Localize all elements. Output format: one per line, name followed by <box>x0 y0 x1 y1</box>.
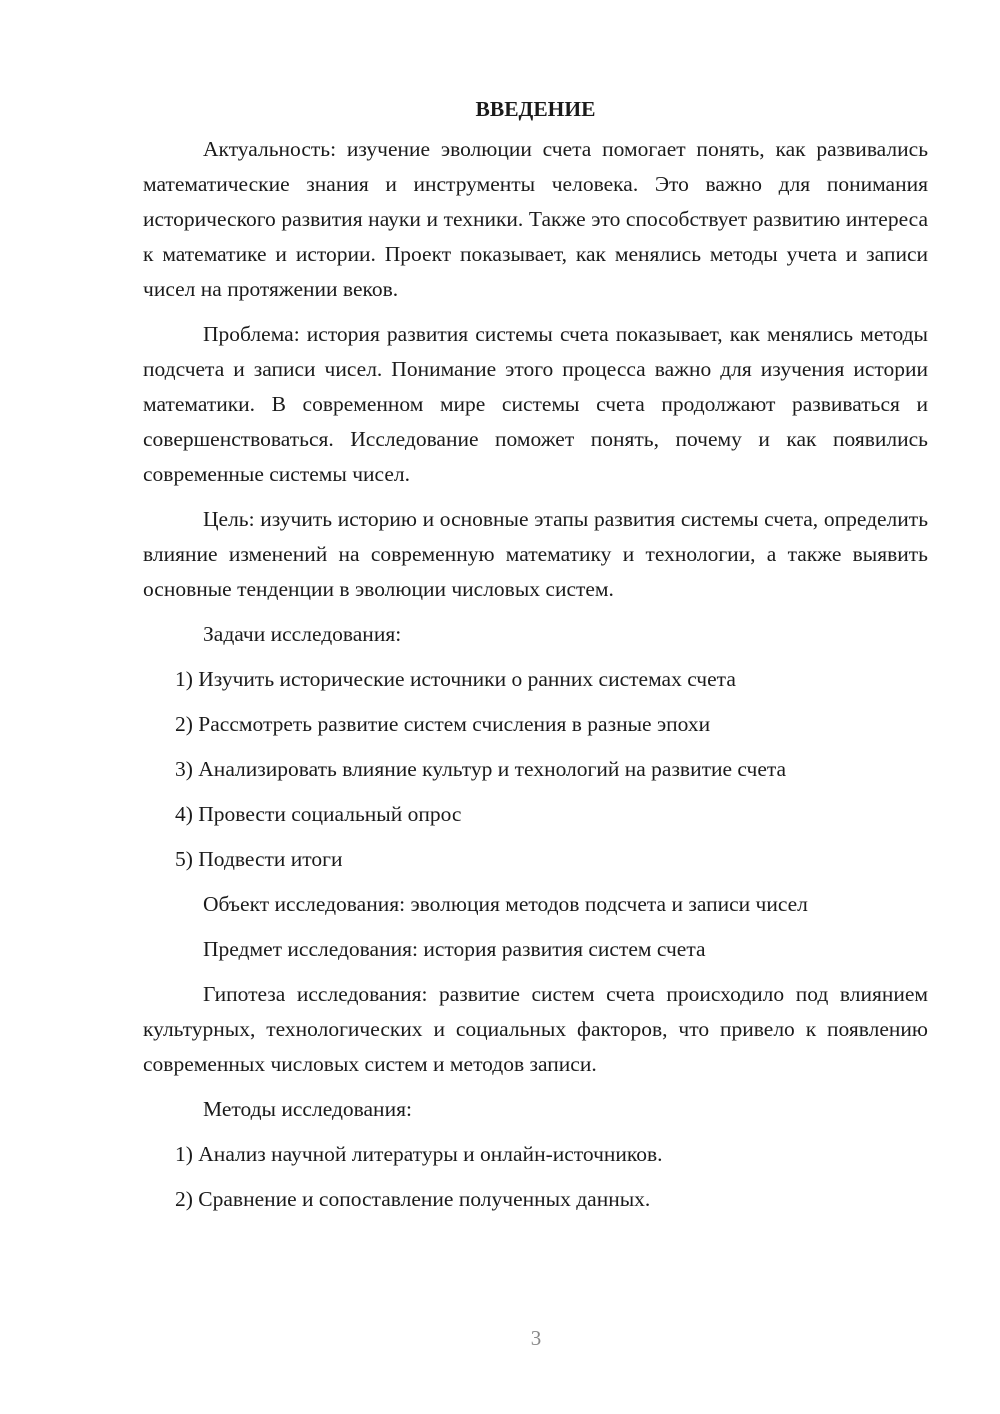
task-item-1: 1) Изучить исторические источники о ранних системах счета <box>175 667 736 691</box>
method-item-2: 2) Сравнение и сопоставление полученных данных. <box>175 1187 651 1211</box>
object-line: Объект исследования: эволюция методов подсчета и записи чисел <box>203 892 808 916</box>
task-item-4: 4) Провести социальный опрос <box>175 802 462 826</box>
section-heading: ВВЕДЕНИЕ <box>475 97 596 121</box>
task-item-3: 3) Анализировать влияние культур и технологий на развитие счета <box>175 757 787 781</box>
methods-label: Методы исследования: <box>203 1097 412 1121</box>
relevance-paragraph: Актуальность: изучение эволюции счета помогает понять, как развивались математические знания и инструменты человека. Это важно для понимания исторического развития науки и техники. Также это способствует развитию интереса к математике и истории. Проект показывает, как менялись методы учета и записи чисел на протяжении веков. <box>143 137 928 301</box>
task-item-5: 5) Подвести итоги <box>175 847 343 871</box>
subject-line: Предмет исследования: история развития систем счета <box>203 937 706 961</box>
task-item-2: 2) Рассмотреть развитие систем счисления в разные эпохи <box>175 712 711 736</box>
tasks-label: Задачи исследования: <box>203 622 402 646</box>
method-item-1: 1) Анализ научной литературы и онлайн-источников. <box>175 1142 663 1166</box>
page-number: 3 <box>530 1326 542 1350</box>
problem-paragraph: Проблема: история развития системы счета показывает, как менялись методы подсчета и записи чисел. Понимание этого процесса важно для изучения истории математики. В современном мире системы счета продолжают развиваться и совершенствоваться. Исследование поможет понять, почему и как появились современные системы чисел. <box>143 322 928 486</box>
goal-paragraph: Цель: изучить историю и основные этапы развития системы счета, определить влияние изменений на современную математику и технологии, а также выявить основные тенденции в эволюции числовых систем. <box>143 507 928 601</box>
hypothesis-paragraph: Гипотеза исследования: развитие систем счета происходило под влиянием культурных, технологических и социальных факторов, что привело к появлению современных числовых систем и методов записи. <box>143 982 928 1076</box>
document-page <box>143 92 928 1227</box>
